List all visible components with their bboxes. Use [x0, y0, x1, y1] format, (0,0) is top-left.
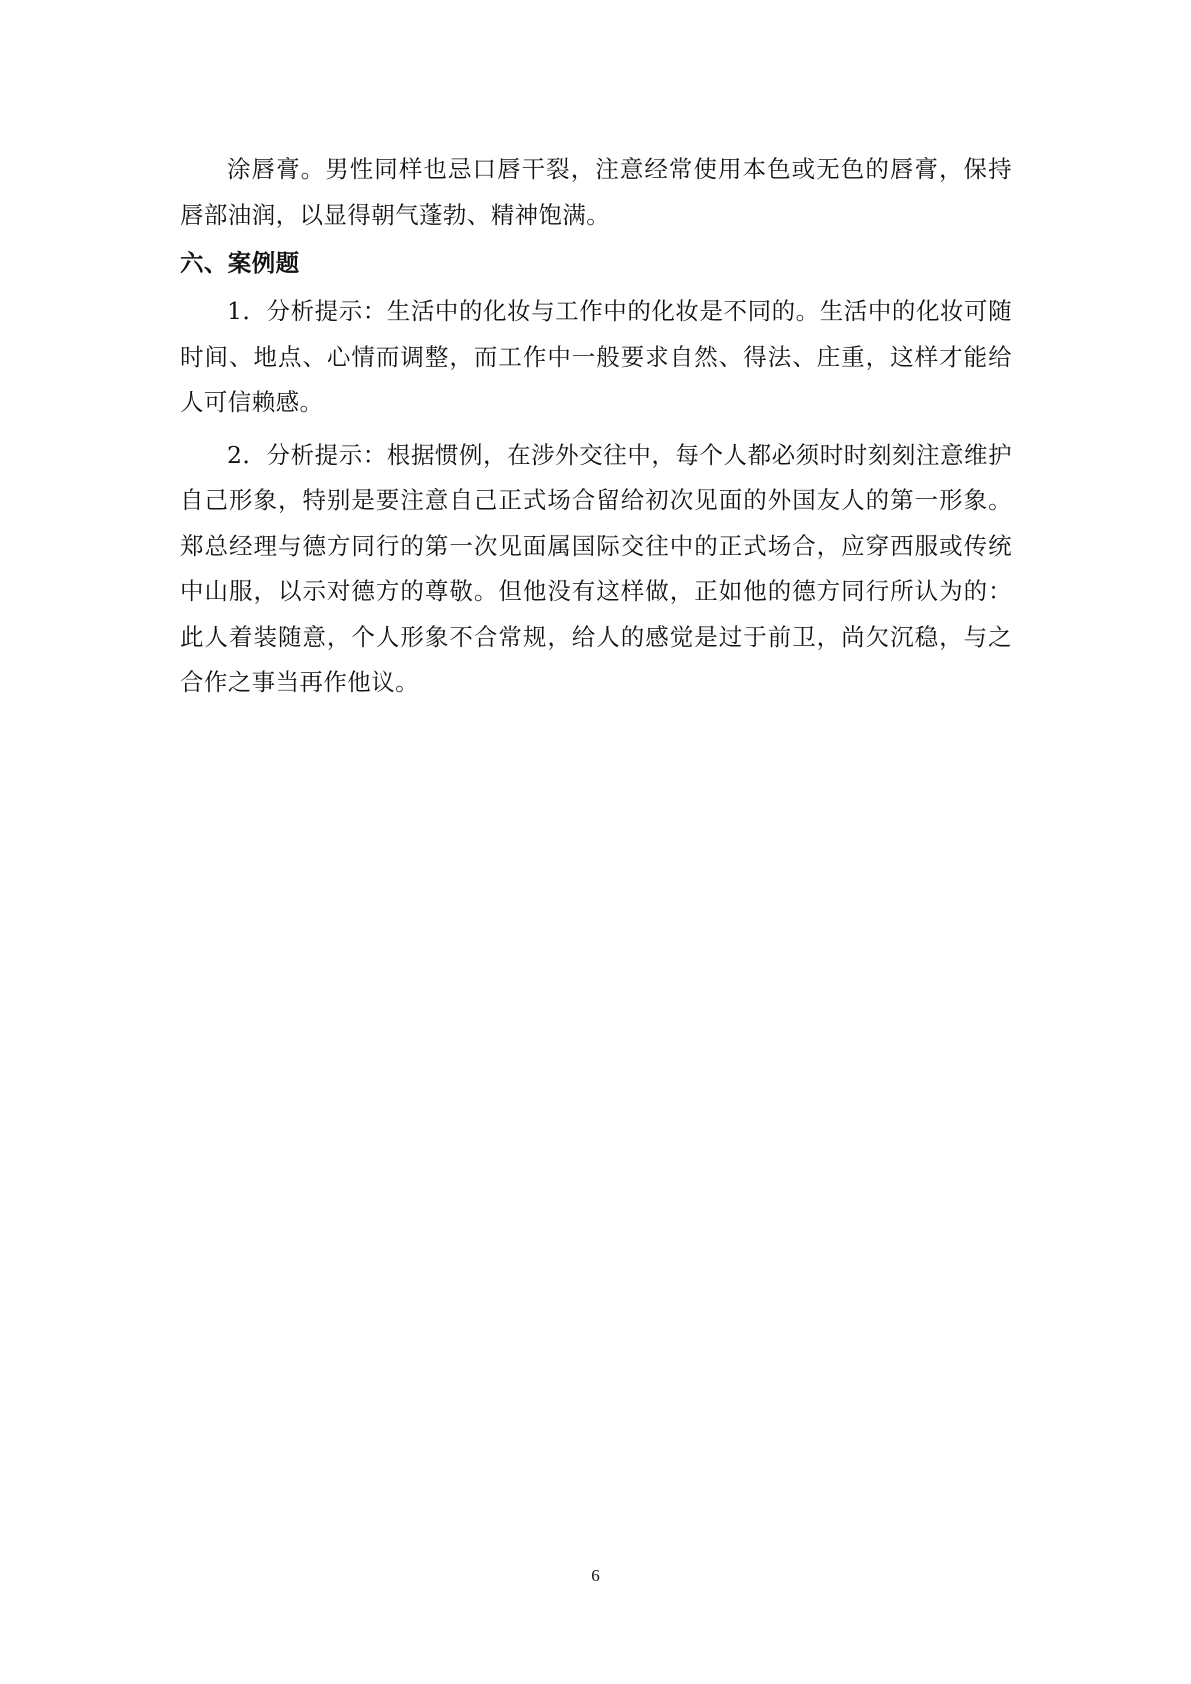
page-content	[180, 147, 1012, 713]
page-number: 6	[591, 1566, 600, 1585]
case-analysis-paragraph-2: 2．分析提示：根据惯例，在涉外交往中，每个人都必须时时刻刻注意维护自己形象，特别是要注意自己正式场合留给初次见面的外国友人的第一形象。郑总经理与德方同行的第一次见面属国际交往中的正式场合，应穿西服或传统中山服，以示对德方的尊敬。但他没有这样做，正如他的德方同行所认为的：此人着装随意，个人形象不合常规，给人的感觉是过于前卫，尚欠沉稳，与之合作之事当再作他议。	[180, 440, 1012, 696]
continuation-paragraph: 涂唇膏。男性同样也忌口唇干裂，注意经常使用本色或无色的唇膏，保持唇部油润，以显得朝气蓬勃、精神饱满。	[180, 155, 1012, 229]
section-heading: 六、案例题	[180, 249, 300, 277]
case-analysis-paragraph-1: 1．分析提示：生活中的化妆与工作中的化妆是不同的。生活中的化妆可随时间、地点、心情而调整，而工作中一般要求自然、得法、庄重，这样才能给人可信赖感。	[180, 297, 1012, 416]
